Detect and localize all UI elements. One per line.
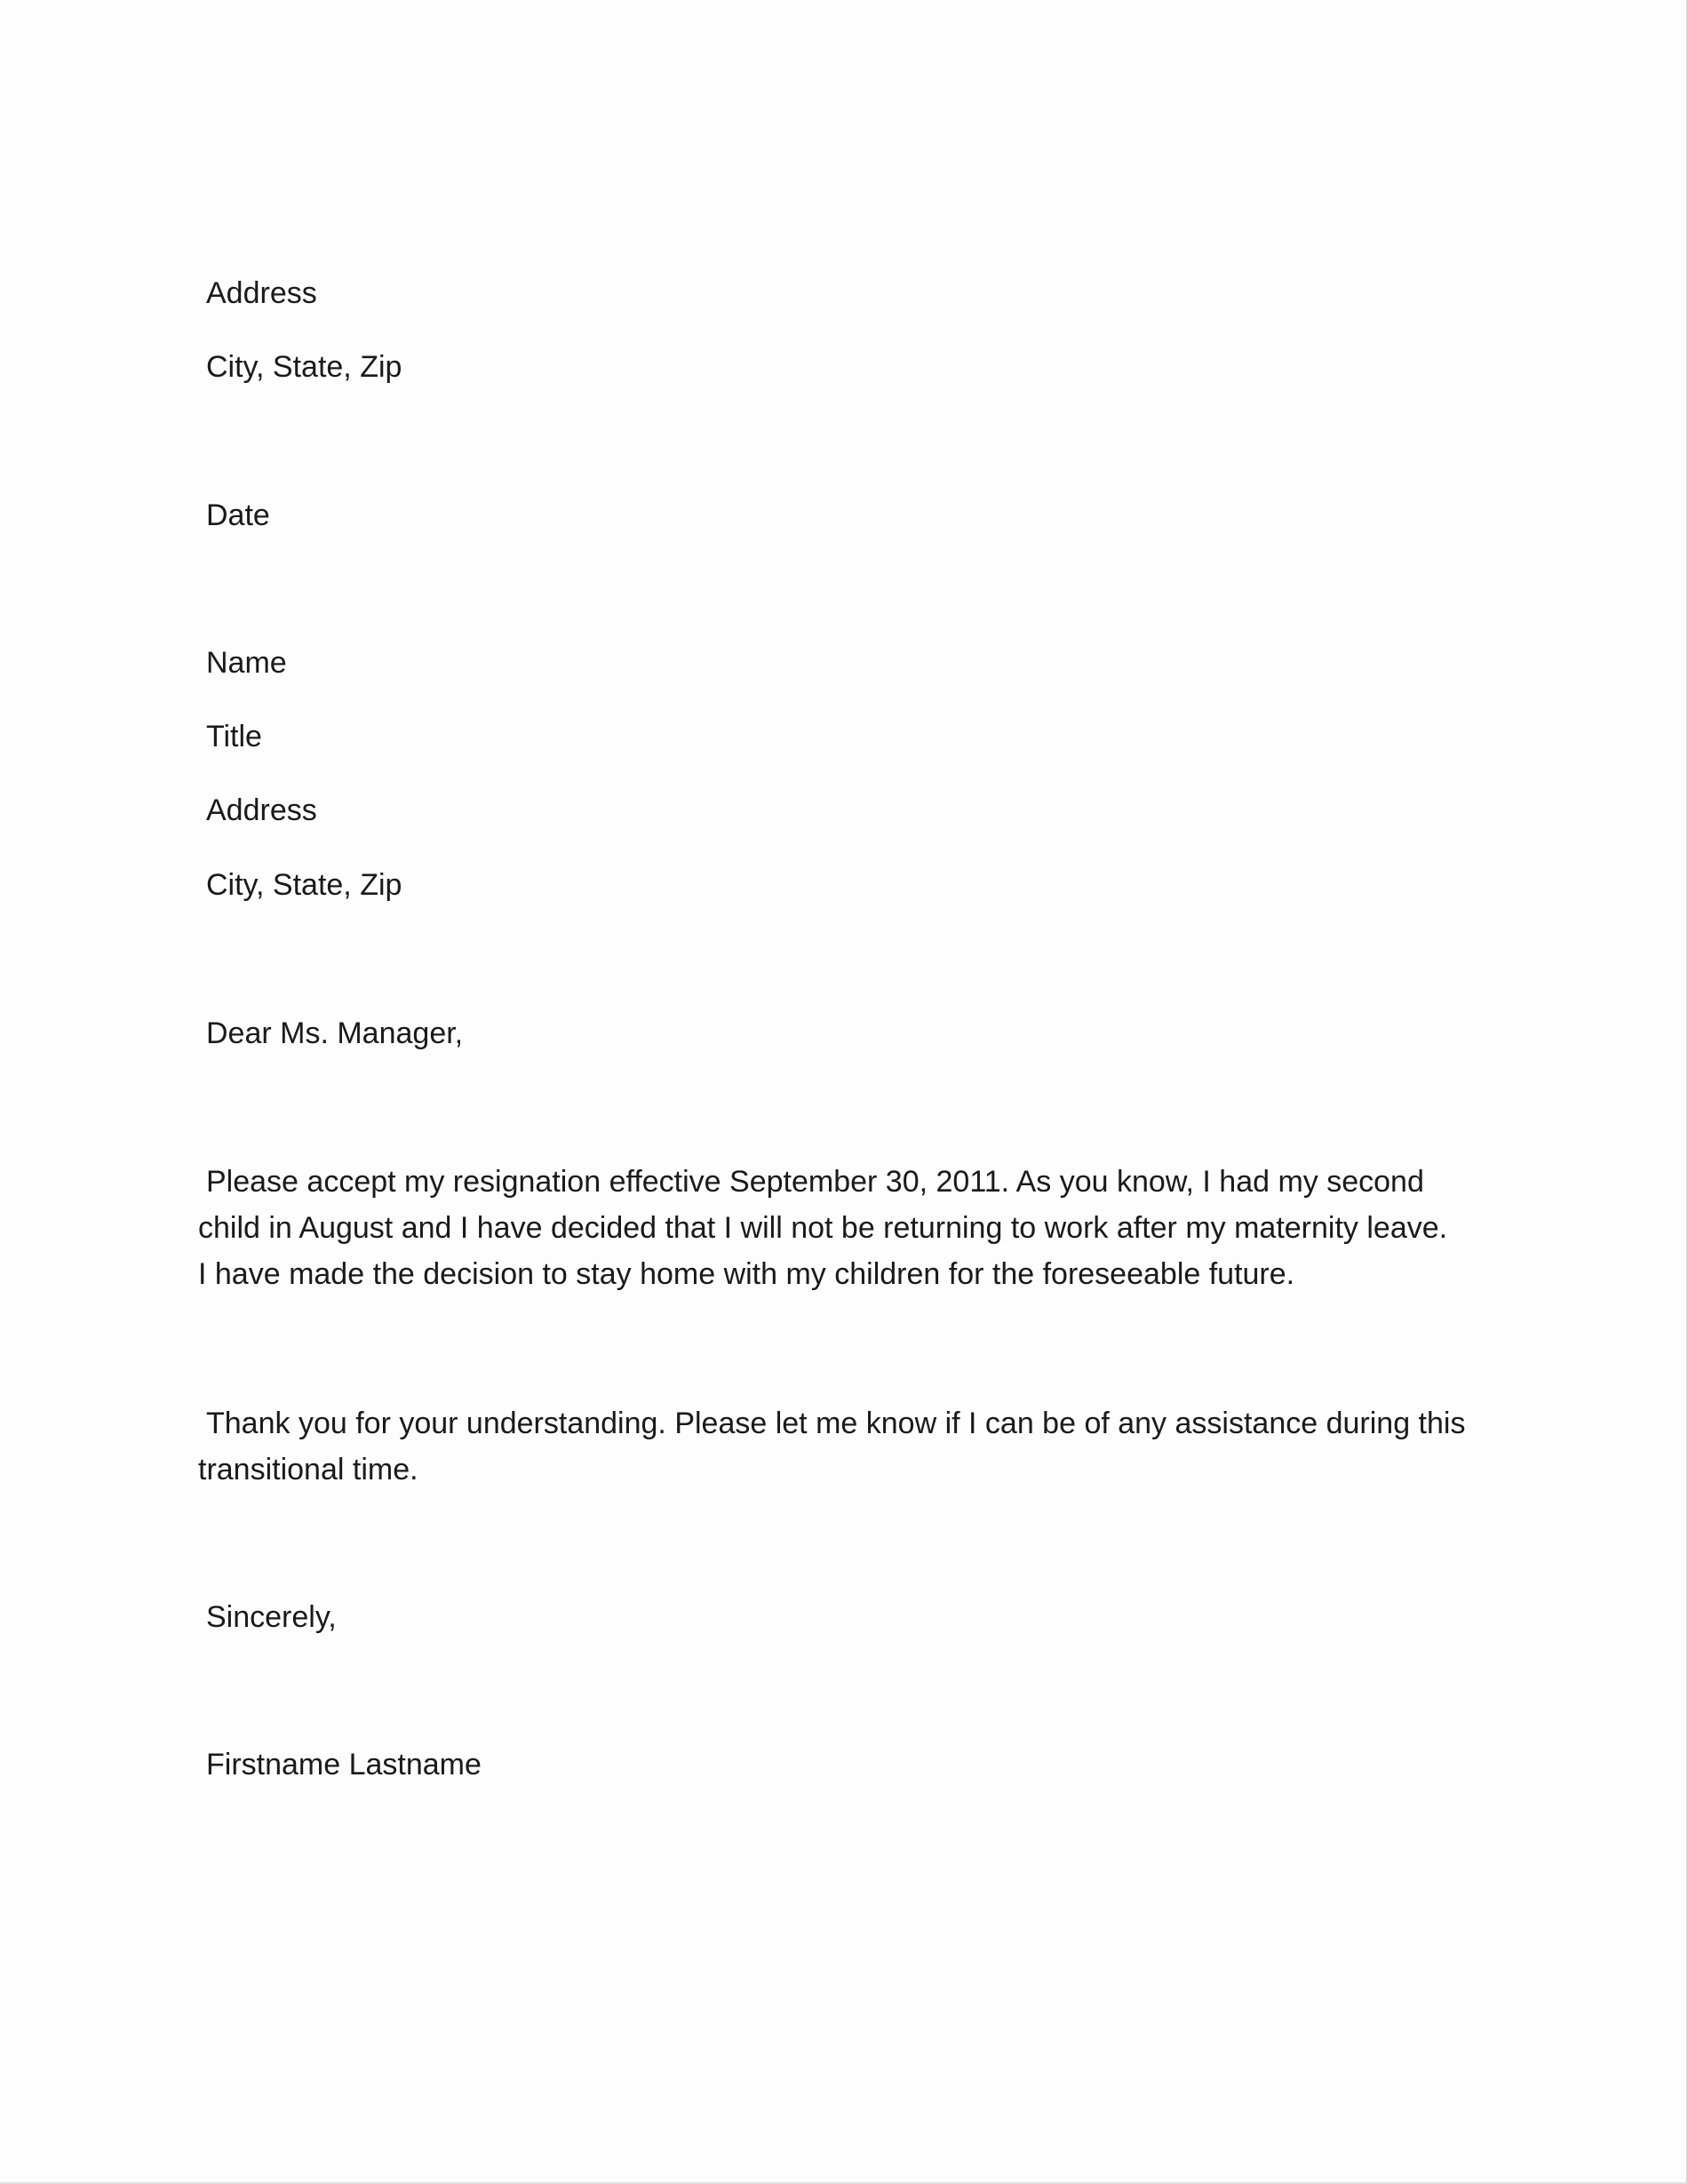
recipient-address: Address	[206, 793, 317, 827]
recipient-name: Name	[206, 646, 287, 680]
letter-date: Date	[206, 498, 270, 532]
paragraph-2-line: Thank you for your understanding. Please let me know if I can be of any assistance during this	[206, 1407, 1466, 1440]
paragraph-1-line: I have made the decision to stay home with my children for the foreseeable future.	[198, 1257, 1295, 1291]
signature-name: Firstname Lastname	[206, 1748, 482, 1781]
sender-city-state-zip: City, State, Zip	[206, 350, 402, 384]
recipient-city-state-zip: City, State, Zip	[206, 868, 402, 902]
body-paragraph-2	[198, 1400, 1495, 1493]
closing: Sincerely,	[206, 1600, 337, 1634]
sender-address: Address	[206, 276, 317, 310]
body-paragraph-1	[198, 1159, 1495, 1297]
paragraph-2-line: transitional time.	[198, 1453, 418, 1487]
salutation: Dear Ms. Manager,	[206, 1016, 464, 1050]
recipient-title: Title	[206, 720, 262, 753]
paragraph-1-line: Please accept my resignation effective September 30, 2011. As you know, I had my second	[206, 1165, 1424, 1199]
paragraph-1-line: child in August and I have decided that I will not be returning to work after my maternity leave.	[198, 1211, 1448, 1245]
